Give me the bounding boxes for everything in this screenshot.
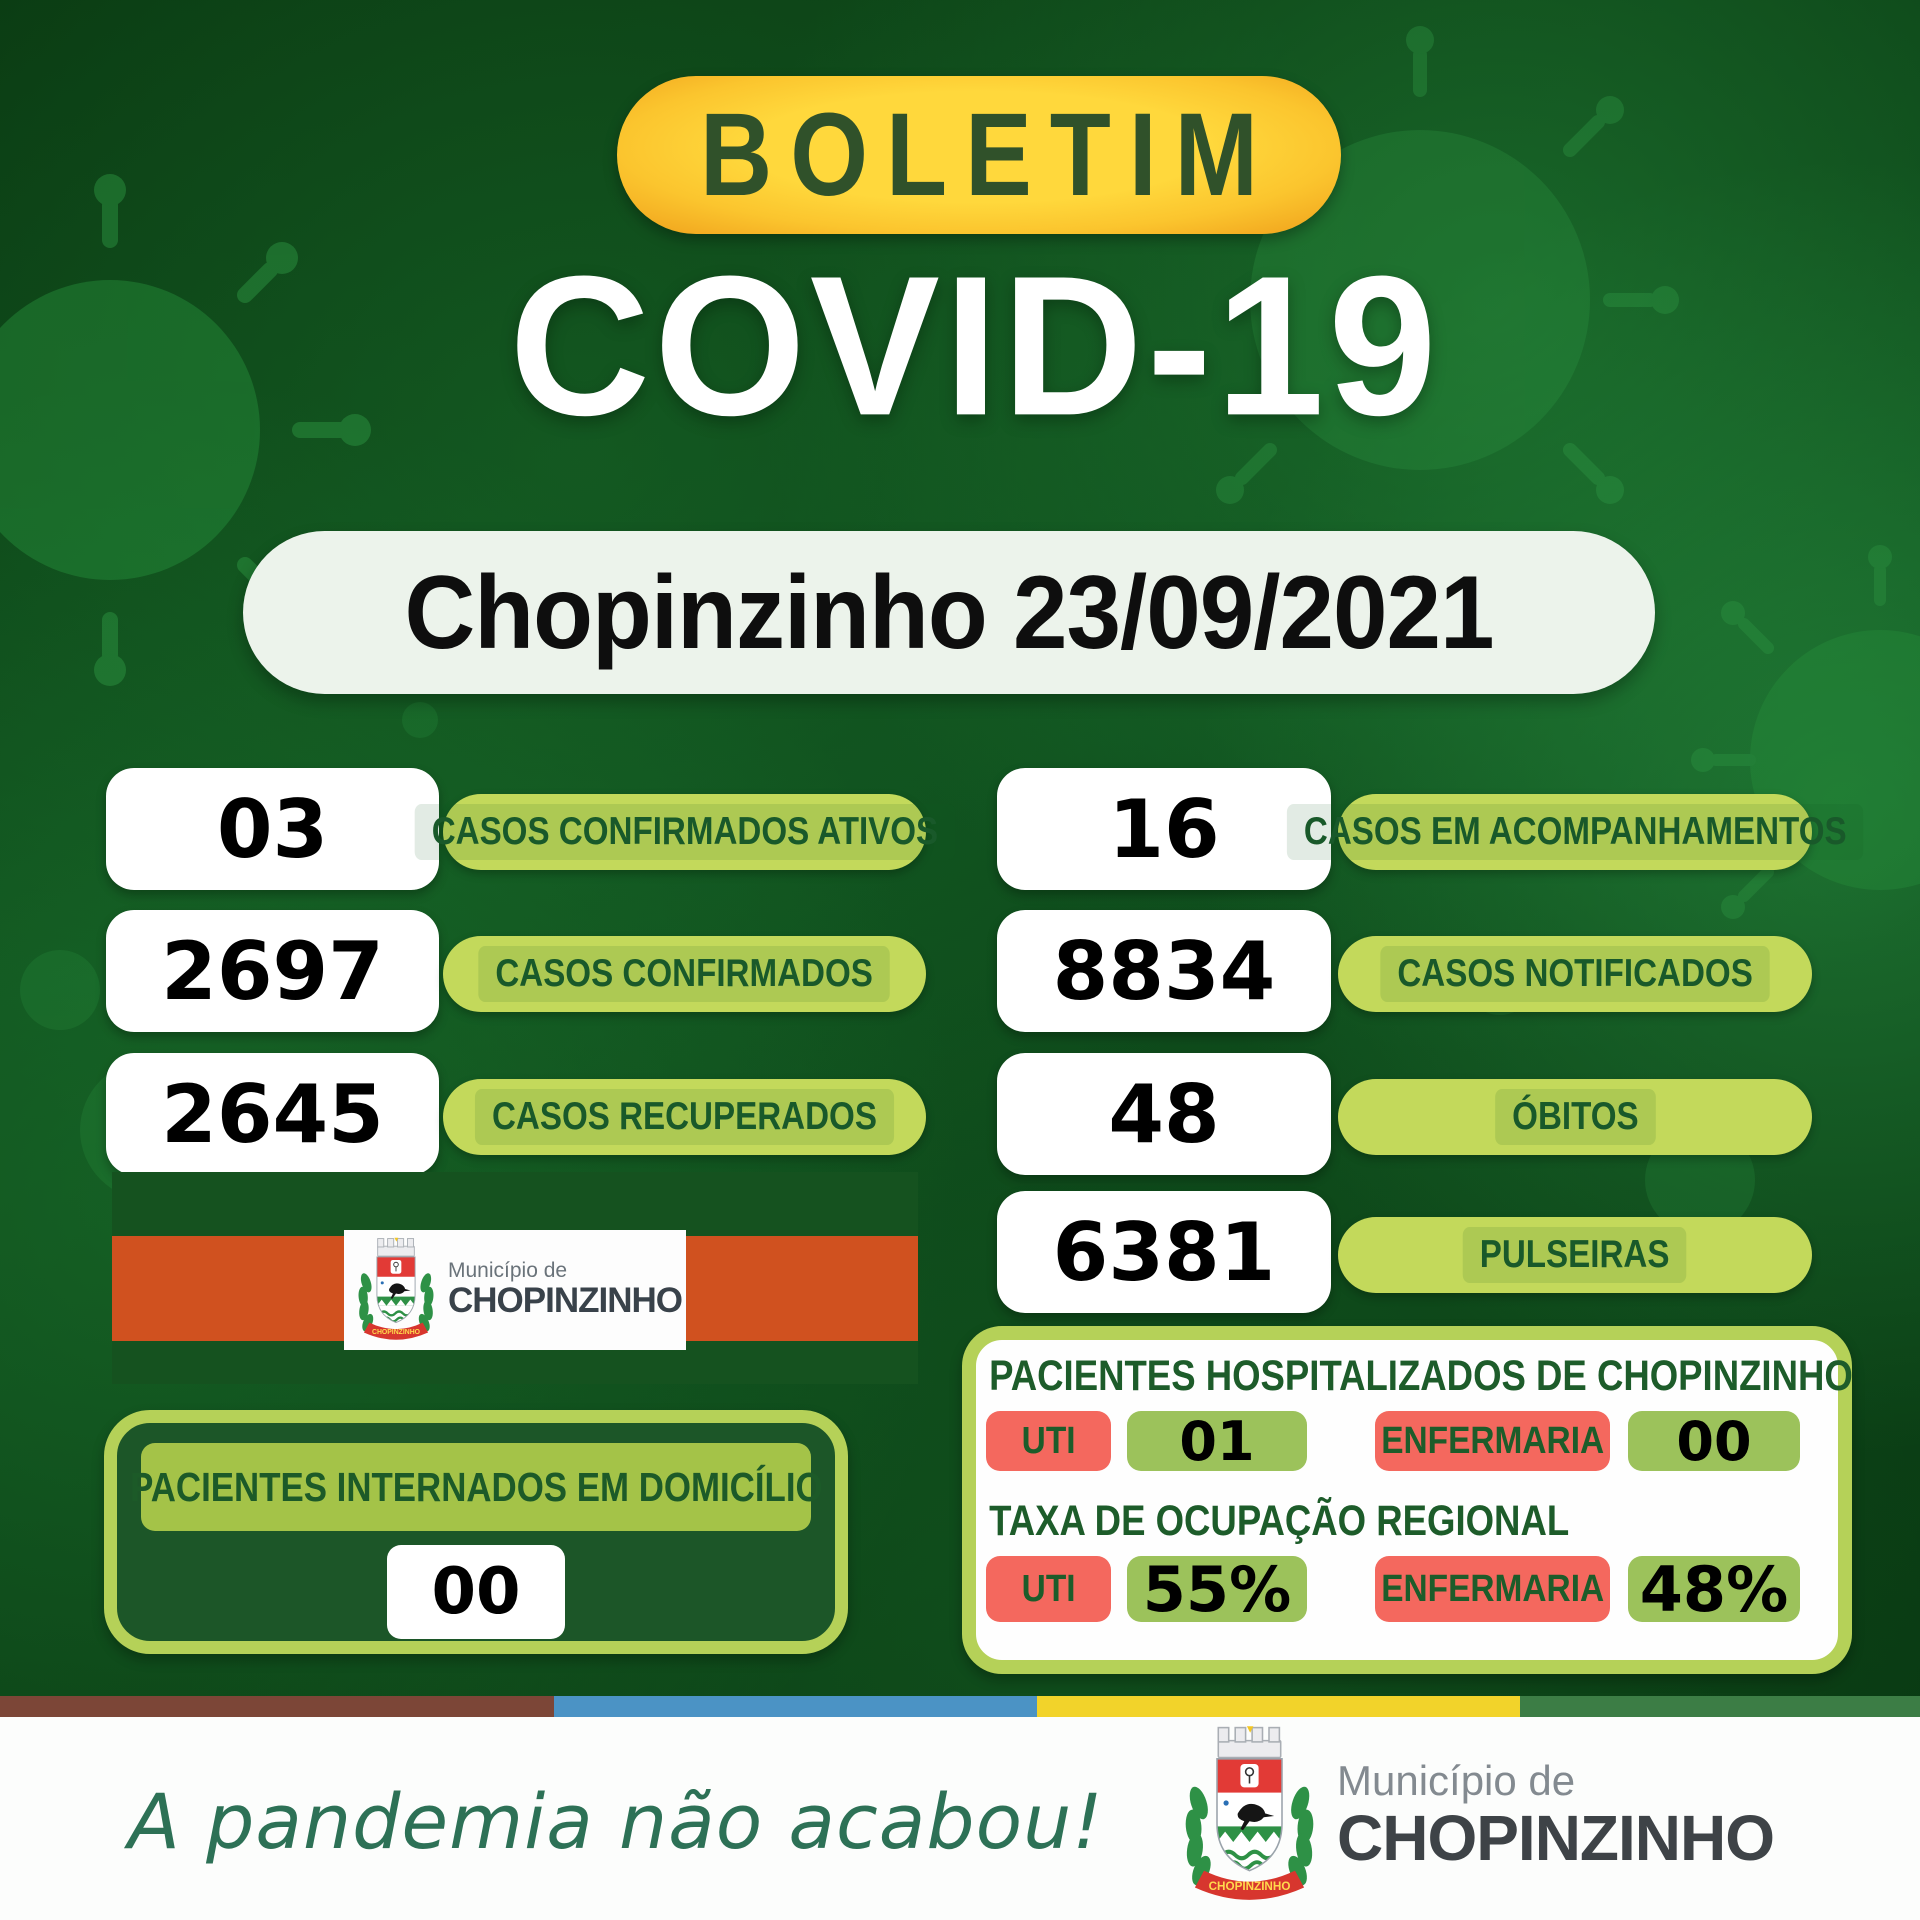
stat-value-casos-recuperados — [106, 1053, 439, 1175]
taxa-enfermaria-label: ENFERMARIA — [1381, 1567, 1604, 1610]
taxa-enfermaria-label-pill — [1375, 1556, 1610, 1622]
strip-yellow — [1037, 1696, 1520, 1717]
stat-value-acompanhamentos — [997, 768, 1331, 890]
municipality-logo-small — [344, 1230, 686, 1350]
strip-green — [1520, 1696, 1920, 1717]
stat-number: 48 — [1108, 1067, 1220, 1161]
municipality-logo-large — [1178, 1725, 1774, 1907]
uti-label: UTI — [1021, 1419, 1076, 1462]
chopinzinho-crest-icon — [1178, 1725, 1321, 1907]
flag-banner — [112, 1172, 918, 1384]
taxa-row — [984, 1552, 1820, 1626]
stat-number: 03 — [216, 782, 329, 876]
org-name-text: CHOPINZINHO — [1337, 1801, 1774, 1874]
taxa-title: TAXA DE OCUPAÇÃO REGIONAL — [989, 1497, 1570, 1545]
domicilio-value-box — [387, 1545, 565, 1639]
slogan-text: A pandemia não acabou! — [128, 1777, 1104, 1866]
hospital-row — [984, 1411, 1820, 1471]
strip-brown — [0, 1696, 554, 1717]
location-date-pill — [243, 531, 1655, 694]
stat-label-pulseiras — [1338, 1217, 1812, 1293]
enfermaria-value-pill — [1628, 1411, 1800, 1471]
stat-label-text: CASOS EM ACOMPANHAMENTOS — [1287, 804, 1864, 860]
org-name-text: CHOPINZINHO — [448, 1280, 682, 1320]
stat-value-pulseiras — [997, 1191, 1331, 1313]
domicilio-label-text: PACIENTES INTERNADOS EM DOMICÍLIO — [129, 1463, 823, 1510]
stat-number: 2697 — [161, 924, 384, 1018]
enfermaria-label: ENFERMARIA — [1381, 1419, 1604, 1462]
boletim-badge — [617, 76, 1341, 234]
stat-label-text: CASOS NOTIFICADOS — [1380, 946, 1769, 1002]
stat-label-obitos — [1338, 1079, 1812, 1155]
org-small-text: Município de — [448, 1258, 568, 1282]
municipality-logo-text — [448, 1260, 682, 1321]
location-date-text: Chopinzinho 23/09/2021 — [404, 553, 1494, 671]
stat-value-casos-ativos — [106, 768, 439, 890]
stat-label-casos-recuperados — [443, 1079, 926, 1155]
stat-label-casos-ativos — [431, 794, 938, 870]
taxa-uti-label-pill — [986, 1556, 1111, 1622]
hospital-title: PACIENTES HOSPITALIZADOS DE CHOPINZINHO — [989, 1352, 1853, 1400]
stat-value-casos-confirmados — [106, 910, 439, 1032]
stat-number: 8834 — [1052, 924, 1276, 1018]
domicilio-value: 00 — [431, 1555, 521, 1629]
chopinzinho-crest-icon — [354, 1237, 438, 1344]
stat-value-obitos — [997, 1053, 1331, 1175]
domicilio-label-bar — [129, 1443, 823, 1531]
stat-label-text: PULSEIRAS — [1463, 1227, 1687, 1283]
org-small-text: Município de — [1337, 1756, 1576, 1804]
taxa-uti-value-pill — [1127, 1552, 1307, 1626]
domicilio-panel — [104, 1410, 848, 1654]
taxa-enfermaria-value: 48% — [1639, 1552, 1789, 1626]
stat-label-text: ÓBITOS — [1495, 1089, 1655, 1145]
strip-blue — [554, 1696, 1037, 1717]
stat-label-casos-confirmados — [443, 936, 926, 1012]
stat-label-text: CASOS RECUPERADOS — [475, 1089, 894, 1145]
stat-number: 2645 — [161, 1067, 384, 1161]
uti-label-pill — [986, 1411, 1111, 1471]
stat-label-text: CASOS CONFIRMADOS ATIVOS — [414, 804, 954, 860]
uti-value: 01 — [1179, 1409, 1255, 1473]
footer-color-strip — [0, 1696, 1920, 1717]
taxa-uti-value: 55% — [1142, 1552, 1292, 1626]
boletim-badge-label: BOLETIM — [700, 88, 1276, 221]
stat-value-notificados — [997, 910, 1331, 1032]
footer — [0, 1717, 1920, 1920]
enfermaria-value: 00 — [1676, 1409, 1752, 1473]
stat-label-acompanhamentos — [1303, 794, 1847, 870]
taxa-enfermaria-value-pill — [1628, 1552, 1800, 1626]
crest-ribbon-text: CHOPINZINHO — [1208, 1880, 1291, 1894]
enfermaria-label-pill — [1375, 1411, 1610, 1471]
taxa-uti-label: UTI — [1021, 1567, 1076, 1610]
stat-number: 6381 — [1052, 1205, 1276, 1299]
crest-ribbon-text: CHOPINZINHO — [371, 1328, 421, 1336]
stat-label-notificados — [1338, 936, 1812, 1012]
uti-value-pill — [1127, 1411, 1307, 1471]
page-title: COVID-19 — [509, 234, 1441, 458]
stat-number: 16 — [1108, 782, 1220, 876]
hospital-panel — [962, 1326, 1852, 1674]
municipality-logo-text — [1337, 1756, 1774, 1874]
stat-label-text: CASOS CONFIRMADOS — [479, 946, 891, 1002]
